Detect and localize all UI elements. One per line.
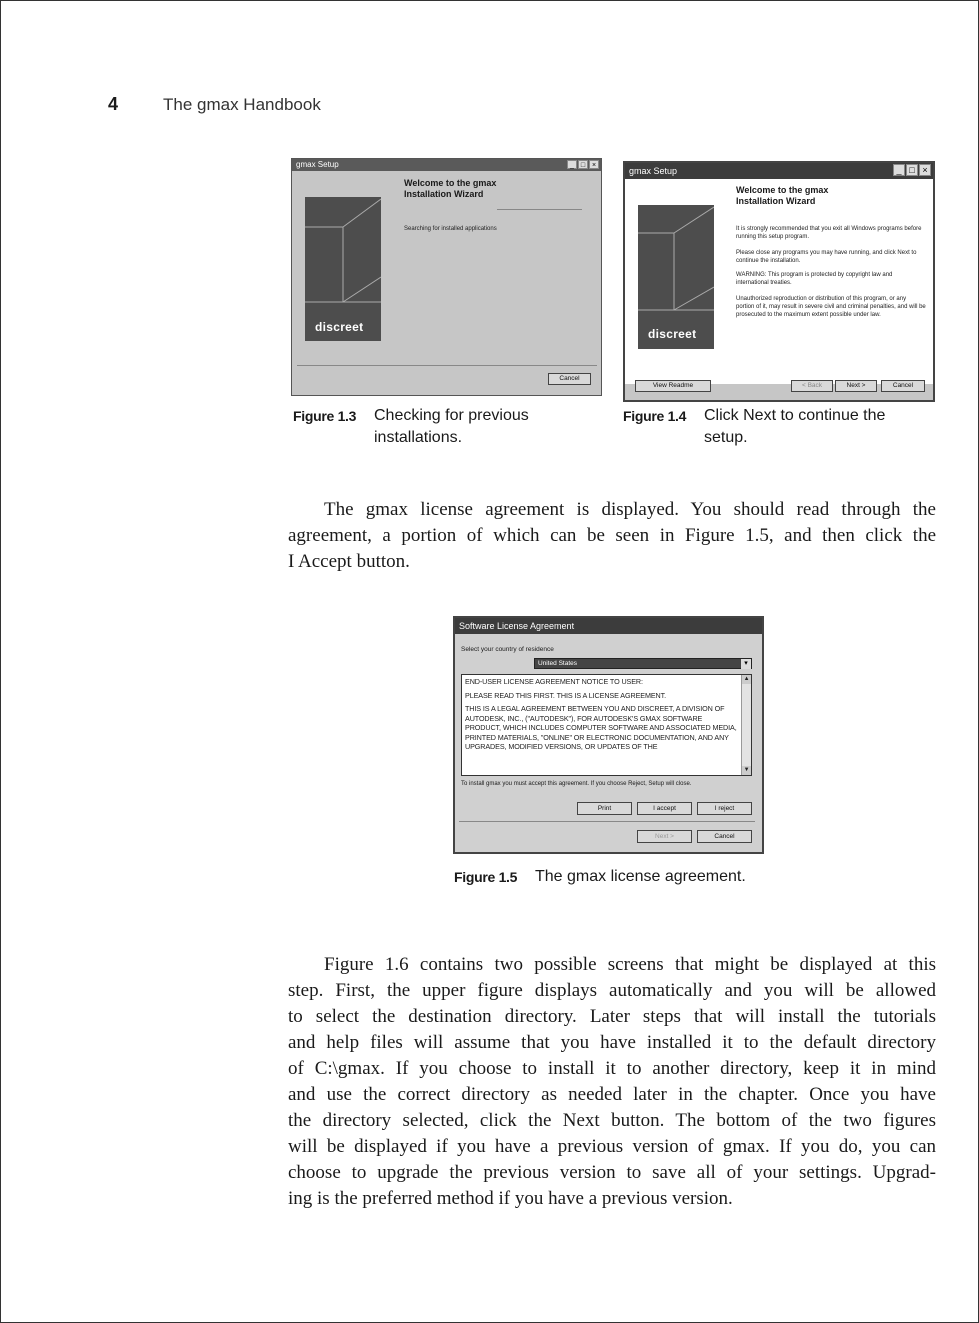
caption-label: Figure 1.4 bbox=[623, 408, 687, 424]
caption-label: Figure 1.5 bbox=[454, 869, 518, 885]
close-icon[interactable]: × bbox=[589, 160, 599, 169]
chevron-down-icon: ▾ bbox=[741, 659, 751, 669]
next-button[interactable]: Next > bbox=[835, 380, 877, 392]
discreet-logo bbox=[305, 197, 381, 341]
body-paragraph-2 bbox=[288, 952, 936, 1212]
license-line: PLEASE READ THIS FIRST. THIS IS A LICENSE AGREEMENT. bbox=[465, 690, 667, 700]
status-text: Searching for installed applications bbox=[404, 226, 497, 232]
view-readme-button[interactable]: View Readme bbox=[635, 380, 711, 392]
maximize-icon[interactable]: □ bbox=[906, 164, 918, 176]
close-icon[interactable]: × bbox=[919, 164, 931, 176]
paragraph-line: The gmax license agreement is displayed. You should read through the bbox=[324, 499, 936, 520]
paragraph-line: and use the correct directory as needed later in the chapter. Once you have bbox=[288, 1084, 936, 1105]
wizard-heading: Welcome to the gmax Installation Wizard bbox=[404, 178, 497, 199]
window-titlebar bbox=[455, 618, 762, 634]
page-number: 4 bbox=[108, 94, 119, 114]
paragraph-line: ing is the preferred method if you have a previous version. bbox=[288, 1188, 733, 1209]
logo-text: discreet bbox=[315, 320, 364, 334]
body-text-3: WARNING: This program is protected by copyright law and international treaties. bbox=[736, 272, 893, 286]
scroll-down-icon[interactable]: ▼ bbox=[743, 767, 750, 773]
body-text-1: It is strongly recommended that you exit all Windows programs before running this setup program. bbox=[736, 226, 922, 240]
caption-label: Figure 1.3 bbox=[293, 408, 357, 424]
maximize-icon[interactable]: □ bbox=[578, 160, 588, 169]
country-label: Select your country of residence bbox=[461, 646, 554, 653]
paragraph-line: and help files will assume that you have installed it to the default directory bbox=[288, 1032, 936, 1053]
figure-1-3-caption bbox=[293, 405, 593, 455]
reject-button[interactable]: I reject bbox=[697, 802, 752, 815]
separator bbox=[297, 365, 597, 366]
wizard-heading: Welcome to the gmax Installation Wizard bbox=[736, 185, 829, 206]
paragraph-line: choose to upgrade the previous version to save all of your settings. Upgrad- bbox=[288, 1162, 936, 1183]
paragraph-line: the directory selected, click the Next button. The bottom of the two figures bbox=[288, 1110, 936, 1131]
figure-1-4-screenshot bbox=[623, 161, 935, 402]
paragraph-line: Figure 1.6 contains two possible screens that might be displayed at this bbox=[324, 954, 936, 975]
separator bbox=[459, 821, 755, 822]
paragraph-line: will be displayed if you have a previous version of gmax. If you do, you can bbox=[288, 1136, 936, 1157]
paragraph-line: agreement, a portion of which can be seen in Figure 1.5, and then click the bbox=[288, 525, 936, 546]
license-textbox[interactable] bbox=[461, 674, 752, 776]
license-line: THIS IS A LEGAL AGREEMENT BETWEEN YOU AND DISCREET, A DIVISION OF AUTODESK, INC., ("AUTODESK"), FOR AUTODESK'S GMAX SOFTWARE PRODUCT, WHICH INCLUDES COMPUTER SOFTWARE AND ASSOCIATED MEDIA, PRINTED MATERIALS, "ONLINE" OR ELECTRONIC DOCUMENTATION, AND ANY UPGRADES, MODIFIED VERSIONS, OR UPDATES OF THE bbox=[465, 704, 737, 751]
paragraph-line: of C:\gmax. If you choose to install it to another directory, keep it in mind bbox=[288, 1058, 936, 1079]
window-titlebar bbox=[625, 163, 933, 179]
window-titlebar bbox=[292, 159, 601, 171]
body-text-4: Unauthorized reproduction or distribution of this program, or any portion of it, may result in severe civil and criminal penalties, and will be prosecuted to the maximum extent possible under law. bbox=[736, 296, 926, 318]
license-line: END-USER LICENSE AGREEMENT NOTICE TO USER: bbox=[465, 677, 643, 686]
window-title: gmax Setup bbox=[629, 166, 678, 176]
window-title: gmax Setup bbox=[296, 160, 339, 169]
cancel-button[interactable]: Cancel bbox=[697, 830, 752, 843]
progress-line bbox=[497, 209, 582, 210]
logo-text: discreet bbox=[648, 327, 697, 341]
body-paragraph-1 bbox=[288, 497, 936, 575]
minimize-icon[interactable]: _ bbox=[893, 164, 905, 176]
figure-1-3-screenshot bbox=[291, 158, 602, 396]
paragraph-line: step. First, the upper figure displays automatically and you will be allowed bbox=[288, 980, 936, 1001]
figure-1-4-caption bbox=[623, 405, 923, 455]
discreet-logo bbox=[638, 205, 714, 349]
figure-1-5-screenshot bbox=[453, 616, 764, 854]
print-button[interactable]: Print bbox=[577, 802, 632, 815]
accept-button[interactable]: I accept bbox=[637, 802, 692, 815]
accept-instruction: To install gmax you must accept this agreement. If you choose Reject, Setup will close. bbox=[461, 781, 692, 787]
license-scrollbar[interactable] bbox=[741, 675, 751, 775]
paragraph-line: to select the destination directory. Later steps that will install the tutorials bbox=[288, 1006, 936, 1027]
caption-text: Checking for previous installations. bbox=[374, 407, 529, 446]
cancel-button[interactable]: Cancel bbox=[881, 380, 925, 392]
figure-1-5-caption bbox=[454, 866, 774, 890]
paragraph-line: I Accept button. bbox=[288, 551, 410, 572]
book-title: The gmax Handbook bbox=[163, 95, 321, 114]
country-value: United States bbox=[538, 660, 578, 667]
window-title: Software License Agreement bbox=[459, 621, 575, 631]
minimize-icon[interactable]: _ bbox=[567, 160, 577, 169]
scroll-up-icon[interactable]: ▲ bbox=[743, 676, 750, 682]
country-select[interactable] bbox=[534, 658, 752, 669]
caption-text: The gmax license agreement. bbox=[535, 868, 746, 885]
body-text-2: Please close any programs you may have running, and click Next to continue the installation. bbox=[736, 250, 917, 264]
next-button[interactable]: Next > bbox=[637, 830, 692, 843]
cancel-button[interactable]: Cancel bbox=[548, 373, 591, 385]
back-button[interactable]: < Back bbox=[791, 380, 833, 392]
caption-text: Click Next to continue the setup. bbox=[704, 407, 886, 446]
